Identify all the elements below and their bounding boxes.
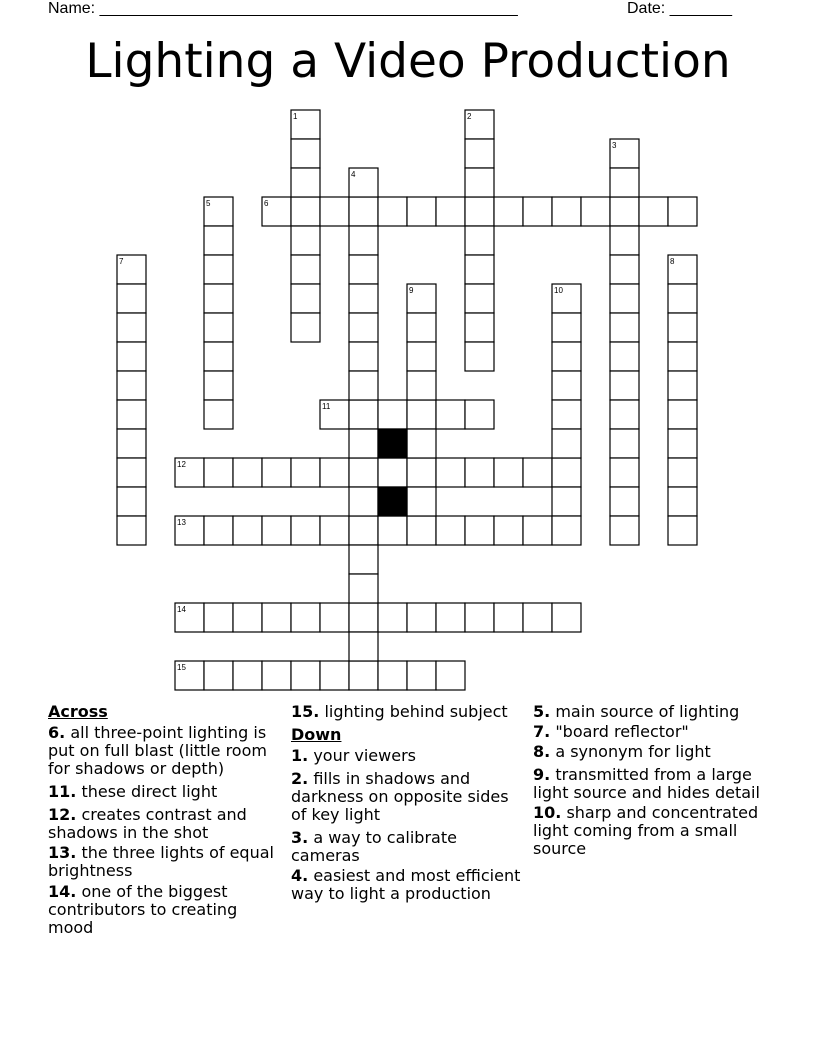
grid-cell[interactable] <box>320 661 349 690</box>
grid-cell[interactable] <box>233 661 262 690</box>
clues-column-1 <box>48 703 286 942</box>
grid-cell[interactable] <box>552 400 581 429</box>
grid-cell[interactable] <box>668 400 697 429</box>
grid-cell[interactable] <box>204 313 233 342</box>
down-clue <box>533 743 773 761</box>
clue-number: 6. <box>48 723 66 742</box>
clue-number: 8. <box>533 742 551 761</box>
grid-cell[interactable] <box>349 197 378 226</box>
grid-cell[interactable] <box>378 661 407 690</box>
grid-cell[interactable] <box>320 603 349 632</box>
grid-cell[interactable] <box>610 371 639 400</box>
clue-number: 5. <box>533 702 551 721</box>
grid-cell[interactable] <box>610 226 639 255</box>
grid-cell[interactable] <box>320 516 349 545</box>
grid-cell[interactable] <box>610 429 639 458</box>
date-field-label: Date: _______ <box>627 0 732 17</box>
grid-cell[interactable] <box>523 197 552 226</box>
grid-cell[interactable] <box>610 168 639 197</box>
grid-cell[interactable] <box>610 487 639 516</box>
across-clue <box>291 703 521 721</box>
grid-cell[interactable] <box>204 458 233 487</box>
clue-number-label: 10 <box>554 286 563 295</box>
grid-cell[interactable] <box>204 342 233 371</box>
grid-cell[interactable] <box>465 603 494 632</box>
grid-cell[interactable] <box>668 197 697 226</box>
clue-text: all three-point lighting is put on full blast (little room for shadows or depth) <box>48 723 267 778</box>
grid-cell[interactable] <box>349 487 378 516</box>
grid-cell[interactable] <box>523 516 552 545</box>
clue-text: a way to calibrate cameras <box>291 828 457 865</box>
grid-cell[interactable] <box>378 458 407 487</box>
grid-cell[interactable] <box>262 603 291 632</box>
grid-cell[interactable] <box>465 255 494 284</box>
clue-number: 9. <box>533 765 551 784</box>
grid-cell[interactable] <box>668 342 697 371</box>
grid-cell[interactable] <box>610 400 639 429</box>
grid-cell[interactable] <box>436 197 465 226</box>
grid-cell[interactable] <box>204 284 233 313</box>
clue-number: 1. <box>291 746 309 765</box>
grid-cell[interactable] <box>204 226 233 255</box>
grid-cell-black <box>378 429 407 458</box>
grid-cell[interactable] <box>349 516 378 545</box>
clue-number: 13. <box>48 843 77 862</box>
clue-number-label: 8 <box>670 257 675 266</box>
grid-cell[interactable] <box>320 458 349 487</box>
clue-text: the three lights of equal brightness <box>48 843 274 880</box>
grid-cell[interactable] <box>262 458 291 487</box>
grid-cell[interactable] <box>494 197 523 226</box>
grid-cell[interactable] <box>349 632 378 661</box>
grid-cell[interactable] <box>349 574 378 603</box>
grid-cell[interactable] <box>552 516 581 545</box>
grid-cell[interactable] <box>349 429 378 458</box>
grid-cell[interactable] <box>407 603 436 632</box>
grid-cell[interactable] <box>465 197 494 226</box>
grid-cell[interactable] <box>291 226 320 255</box>
grid-cell[interactable] <box>291 661 320 690</box>
clue-number-label: 13 <box>177 518 186 527</box>
clue-text: these direct light <box>81 782 218 801</box>
grid-cell[interactable] <box>291 197 320 226</box>
grid-cell[interactable] <box>204 400 233 429</box>
grid-cell[interactable] <box>494 516 523 545</box>
clue-number-label: 2 <box>467 112 472 121</box>
grid-cell[interactable] <box>349 603 378 632</box>
grid-cell[interactable] <box>552 603 581 632</box>
grid-cell[interactable] <box>465 168 494 197</box>
grid-cell[interactable] <box>552 487 581 516</box>
grid-cell[interactable] <box>436 458 465 487</box>
grid-cell[interactable] <box>349 284 378 313</box>
grid-cell[interactable] <box>610 255 639 284</box>
grid-cell[interactable] <box>291 139 320 168</box>
grid-cell[interactable] <box>436 603 465 632</box>
clue-text: easiest and most efficient way to light a production <box>291 866 521 903</box>
grid-cell[interactable] <box>117 313 146 342</box>
grid-cell[interactable] <box>436 661 465 690</box>
grid-cell[interactable] <box>407 661 436 690</box>
clue-number-label: 14 <box>177 605 186 614</box>
clue-number-label: 12 <box>177 460 186 469</box>
grid-cell[interactable] <box>407 342 436 371</box>
grid-cell[interactable] <box>349 226 378 255</box>
clue-text: lighting behind subject <box>324 702 508 721</box>
clue-number: 2. <box>291 769 309 788</box>
grid-cell[interactable] <box>233 458 262 487</box>
grid-cell[interactable] <box>610 284 639 313</box>
grid-cell[interactable] <box>320 197 349 226</box>
grid-cell[interactable] <box>233 603 262 632</box>
grid-cell[interactable] <box>523 458 552 487</box>
grid-cell[interactable] <box>407 313 436 342</box>
grid-cell[interactable] <box>204 661 233 690</box>
grid-cell[interactable] <box>610 197 639 226</box>
grid-cell[interactable] <box>494 603 523 632</box>
grid-cell[interactable] <box>552 371 581 400</box>
clue-number: 12. <box>48 805 77 824</box>
grid-cell[interactable] <box>465 516 494 545</box>
down-clue <box>533 804 773 858</box>
name-field-label: Name: _______________________________________________ <box>48 0 518 17</box>
clue-text: creates contrast and shadows in the shot <box>48 805 247 842</box>
clue-text: main source of lighting <box>555 702 740 721</box>
across-clue <box>48 783 286 801</box>
grid-cell[interactable] <box>668 371 697 400</box>
grid-cell[interactable] <box>465 458 494 487</box>
grid-cell[interactable] <box>436 400 465 429</box>
grid-cell[interactable] <box>639 197 668 226</box>
grid-cell[interactable] <box>291 516 320 545</box>
clue-text: fills in shadows and darkness on opposite sides of key light <box>291 769 509 824</box>
grid-cell[interactable] <box>349 400 378 429</box>
grid-cell[interactable] <box>204 603 233 632</box>
clue-text: your viewers <box>313 746 416 765</box>
grid-cell[interactable] <box>407 197 436 226</box>
clue-text: one of the biggest contributors to creating mood <box>48 882 238 937</box>
grid-cell[interactable] <box>291 168 320 197</box>
grid-cell[interactable] <box>465 139 494 168</box>
clues-column-2 <box>291 703 521 908</box>
down-clue <box>533 703 773 721</box>
clue-number-label: 7 <box>119 257 124 266</box>
grid-cell[interactable] <box>668 487 697 516</box>
grid-cell[interactable] <box>407 371 436 400</box>
grid-cell[interactable] <box>349 661 378 690</box>
across-clue <box>48 844 286 880</box>
clue-number: 14. <box>48 882 77 901</box>
grid-cell[interactable] <box>407 516 436 545</box>
grid-cell[interactable] <box>349 371 378 400</box>
grid-cell[interactable] <box>262 661 291 690</box>
grid-cell[interactable] <box>610 458 639 487</box>
clue-number-label: 15 <box>177 663 186 672</box>
grid-cell[interactable] <box>610 342 639 371</box>
clue-number-label: 3 <box>612 141 617 150</box>
grid-cell[interactable] <box>349 458 378 487</box>
clue-text: a synonym for light <box>555 742 711 761</box>
grid-cell[interactable] <box>291 313 320 342</box>
grid-cell[interactable] <box>204 255 233 284</box>
clue-number-label: 11 <box>322 402 331 411</box>
grid-cell[interactable] <box>552 342 581 371</box>
grid-cell[interactable] <box>117 400 146 429</box>
clue-number-label: 9 <box>409 286 414 295</box>
grid-cell[interactable] <box>233 516 262 545</box>
grid-cell[interactable] <box>349 545 378 574</box>
down-clue <box>291 770 521 824</box>
grid-cell[interactable] <box>117 371 146 400</box>
grid-cell[interactable] <box>117 284 146 313</box>
grid-cell[interactable] <box>552 429 581 458</box>
grid-cell[interactable] <box>465 400 494 429</box>
grid-cell[interactable] <box>407 400 436 429</box>
down-heading: Down <box>291 725 342 744</box>
grid-cell[interactable] <box>494 458 523 487</box>
grid-cell[interactable] <box>378 603 407 632</box>
grid-cell[interactable] <box>523 603 552 632</box>
grid-cell[interactable] <box>204 371 233 400</box>
grid-cell[interactable] <box>552 313 581 342</box>
clue-number: 15. <box>291 702 320 721</box>
clue-number: 3. <box>291 828 309 847</box>
grid-cell[interactable] <box>552 197 581 226</box>
grid-cell[interactable] <box>291 603 320 632</box>
down-clue <box>291 867 521 903</box>
grid-cell[interactable] <box>204 516 233 545</box>
grid-cell[interactable] <box>378 400 407 429</box>
clue-number-label: 6 <box>264 199 269 208</box>
down-clue <box>291 829 521 865</box>
clue-text: "board reflector" <box>555 722 689 741</box>
grid-cell[interactable] <box>378 516 407 545</box>
down-clue <box>291 747 521 765</box>
grid-cell[interactable] <box>262 516 291 545</box>
across-clue <box>48 724 286 778</box>
grid-cell[interactable] <box>465 226 494 255</box>
clue-text: transmitted from a large light source and hides detail <box>533 765 760 802</box>
grid-cell[interactable] <box>117 458 146 487</box>
grid-cell-black <box>378 487 407 516</box>
grid-cell[interactable] <box>117 487 146 516</box>
clue-number: 11. <box>48 782 77 801</box>
across-heading: Across <box>48 702 108 721</box>
clue-number: 4. <box>291 866 309 885</box>
grid-cell[interactable] <box>668 458 697 487</box>
clues-column-3 <box>533 703 773 863</box>
grid-cell[interactable] <box>610 516 639 545</box>
grid-cell[interactable] <box>117 516 146 545</box>
clue-number-label: 5 <box>206 199 211 208</box>
clue-number: 7. <box>533 722 551 741</box>
down-clue <box>533 723 773 741</box>
grid-cell[interactable] <box>465 313 494 342</box>
grid-cell[interactable] <box>581 197 610 226</box>
across-clue <box>48 806 286 842</box>
grid-cell[interactable] <box>117 342 146 371</box>
clue-text: sharp and concentrated light coming from a small source <box>533 803 759 858</box>
grid-cell[interactable] <box>610 313 639 342</box>
clue-number-label: 1 <box>293 112 298 121</box>
grid-cell[interactable] <box>552 458 581 487</box>
grid-cell[interactable] <box>465 342 494 371</box>
down-clue <box>533 766 773 802</box>
puzzle-title: Lighting a Video Production <box>85 34 731 89</box>
across-clue <box>48 883 286 937</box>
clue-number: 10. <box>533 803 562 822</box>
grid-cell[interactable] <box>349 313 378 342</box>
grid-cell[interactable] <box>436 516 465 545</box>
grid-cell[interactable] <box>291 458 320 487</box>
grid-cell[interactable] <box>349 342 378 371</box>
grid-cell[interactable] <box>668 284 697 313</box>
grid-cell[interactable] <box>117 429 146 458</box>
grid-cell[interactable] <box>291 284 320 313</box>
clue-number-label: 4 <box>351 170 356 179</box>
grid-cell[interactable] <box>668 516 697 545</box>
grid-cell[interactable] <box>291 255 320 284</box>
grid-cell[interactable] <box>407 458 436 487</box>
grid-cell[interactable] <box>668 429 697 458</box>
grid-cell[interactable] <box>668 313 697 342</box>
grid-cell[interactable] <box>349 255 378 284</box>
grid-cell[interactable] <box>465 284 494 313</box>
grid-cell[interactable] <box>407 487 436 516</box>
grid-cell[interactable] <box>378 197 407 226</box>
grid-cell[interactable] <box>407 429 436 458</box>
